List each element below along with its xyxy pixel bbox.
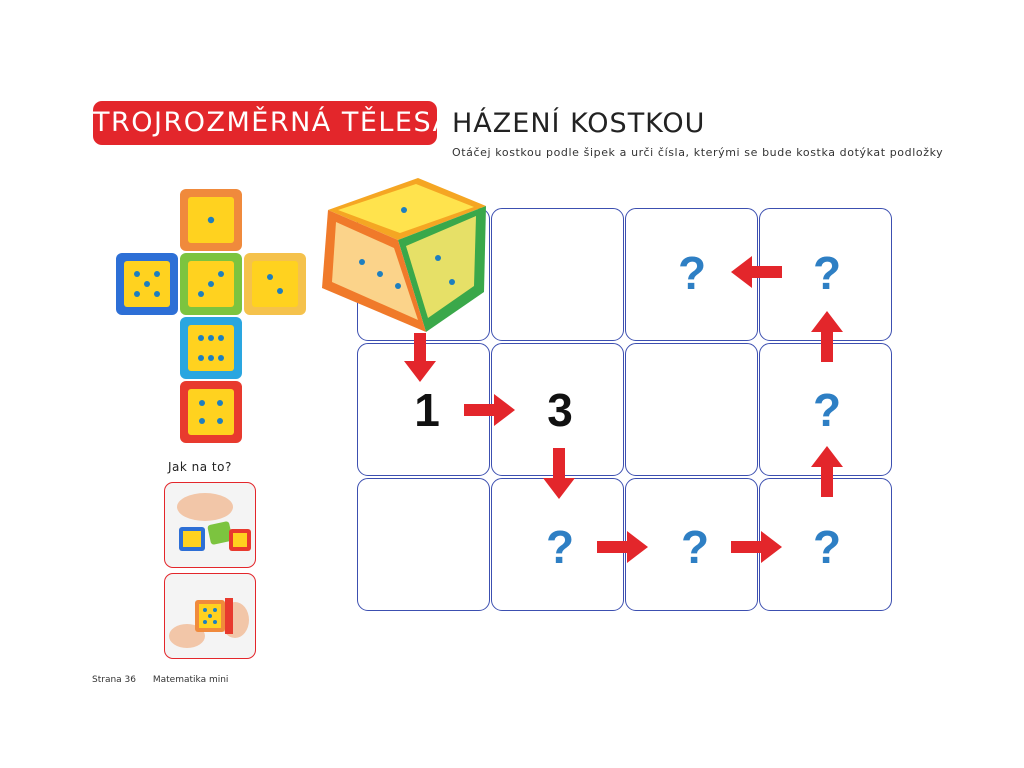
arrow-right-icon (464, 393, 516, 427)
grid-unknown-r1c4[interactable]: ? (812, 247, 842, 299)
net-face-back (180, 381, 242, 443)
page-number: Strana 36 (92, 675, 136, 685)
arrow-down-icon (542, 448, 576, 500)
activity-title: HÁZENÍ KOSTKOU (452, 108, 706, 139)
how-to-photo-1 (164, 482, 256, 568)
grid-unknown-r2c4[interactable]: ? (812, 384, 842, 436)
dice-cube-illustration (314, 170, 492, 340)
net-face-right (244, 253, 306, 315)
grid-unknown-r3c4[interactable]: ? (812, 521, 842, 573)
grid-unknown-r3c2[interactable]: ? (545, 521, 575, 573)
dice-net-illustration (110, 185, 310, 445)
grid-value-r2c2: 3 (547, 384, 573, 436)
net-face-bottom (180, 317, 242, 379)
section-title: TROJROZMĚRNÁ TĚLESA (93, 101, 437, 145)
how-to-photo-2 (164, 573, 256, 659)
arrow-up-icon (810, 446, 844, 498)
grid-unknown-r1c3[interactable]: ? (677, 247, 707, 299)
grid-value-r2c1: 1 (414, 384, 440, 436)
arrow-left-icon (731, 255, 783, 289)
book-title: Matematika mini (152, 675, 229, 685)
net-face-center (180, 253, 242, 315)
grid-cell-r3c1 (357, 478, 490, 611)
net-face-left (116, 253, 178, 315)
net-face-top (180, 189, 242, 251)
arrow-up-icon (810, 311, 844, 363)
page-footer (92, 675, 242, 685)
arrow-down-icon (403, 333, 437, 383)
arrow-right-icon (731, 530, 783, 564)
instruction-text: Otáčej kostkou podle šipek a urči čísla, kterými se bude kostka dotýkat podložky (452, 146, 944, 159)
arrow-right-icon (597, 530, 649, 564)
grid-unknown-r3c3[interactable]: ? (680, 521, 710, 573)
how-to-label: Jak na to? (168, 460, 232, 474)
grid-cell-r2c3 (625, 343, 758, 476)
grid-cell-r1c2 (491, 208, 624, 341)
